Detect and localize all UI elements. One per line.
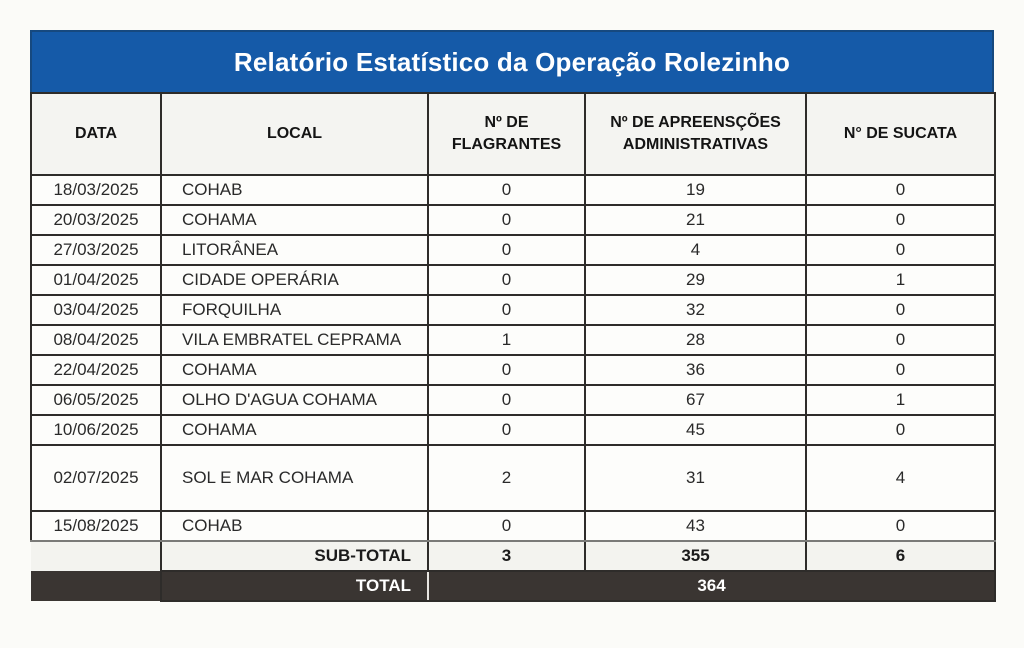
cell-flagrantes: 0 bbox=[428, 205, 585, 235]
cell-local: COHAMA bbox=[161, 415, 428, 445]
cell-sucata: 1 bbox=[806, 265, 995, 295]
cell-flagrantes: 0 bbox=[428, 175, 585, 205]
total-value: 364 bbox=[428, 571, 995, 601]
cell-local: VILA EMBRATEL CEPRAMA bbox=[161, 325, 428, 355]
cell-local: COHAB bbox=[161, 175, 428, 205]
cell-local: COHAMA bbox=[161, 205, 428, 235]
cell-date: 27/03/2025 bbox=[31, 235, 161, 265]
cell-apreensoes: 32 bbox=[585, 295, 806, 325]
cell-apreensoes: 45 bbox=[585, 415, 806, 445]
column-header-local: LOCAL bbox=[161, 93, 428, 175]
cell-flagrantes: 1 bbox=[428, 325, 585, 355]
cell-apreensoes: 28 bbox=[585, 325, 806, 355]
total-spacer bbox=[31, 571, 161, 601]
header-row bbox=[31, 93, 995, 175]
cell-sucata: 0 bbox=[806, 205, 995, 235]
cell-date: 22/04/2025 bbox=[31, 355, 161, 385]
cell-date: 08/04/2025 bbox=[31, 325, 161, 355]
subtotal-apreensoes: 355 bbox=[585, 541, 806, 571]
cell-sucata: 0 bbox=[806, 325, 995, 355]
table-row bbox=[31, 415, 995, 445]
cell-local: LITORÂNEA bbox=[161, 235, 428, 265]
subtotal-spacer bbox=[31, 541, 161, 571]
cell-flagrantes: 0 bbox=[428, 385, 585, 415]
subtotal-flagrantes: 3 bbox=[428, 541, 585, 571]
cell-sucata: 4 bbox=[806, 445, 995, 511]
cell-local: SOL E MAR COHAMA bbox=[161, 445, 428, 511]
cell-sucata: 1 bbox=[806, 385, 995, 415]
cell-sucata: 0 bbox=[806, 175, 995, 205]
cell-date: 02/07/2025 bbox=[31, 445, 161, 511]
report-container bbox=[30, 30, 994, 602]
cell-flagrantes: 0 bbox=[428, 235, 585, 265]
report-title-bar bbox=[30, 30, 994, 92]
table-row bbox=[31, 511, 995, 541]
column-header-data: DATA bbox=[31, 93, 161, 175]
statistics-table bbox=[30, 92, 996, 602]
cell-local: COHAB bbox=[161, 511, 428, 541]
cell-date: 03/04/2025 bbox=[31, 295, 161, 325]
cell-apreensoes: 21 bbox=[585, 205, 806, 235]
cell-date: 15/08/2025 bbox=[31, 511, 161, 541]
cell-apreensoes: 36 bbox=[585, 355, 806, 385]
cell-flagrantes: 0 bbox=[428, 415, 585, 445]
table-row bbox=[31, 355, 995, 385]
cell-local: OLHO D'AGUA COHAMA bbox=[161, 385, 428, 415]
cell-apreensoes: 31 bbox=[585, 445, 806, 511]
cell-flagrantes: 0 bbox=[428, 295, 585, 325]
cell-sucata: 0 bbox=[806, 235, 995, 265]
table-row bbox=[31, 445, 995, 511]
cell-date: 20/03/2025 bbox=[31, 205, 161, 235]
column-header-sucata: N° DE SUCATA bbox=[806, 93, 995, 175]
cell-flagrantes: 0 bbox=[428, 265, 585, 295]
cell-flagrantes: 0 bbox=[428, 355, 585, 385]
cell-apreensoes: 4 bbox=[585, 235, 806, 265]
cell-apreensoes: 43 bbox=[585, 511, 806, 541]
column-header-flagrantes: Nº DE FLAGRANTES bbox=[428, 93, 585, 175]
cell-date: 06/05/2025 bbox=[31, 385, 161, 415]
cell-sucata: 0 bbox=[806, 511, 995, 541]
table-row bbox=[31, 385, 995, 415]
cell-sucata: 0 bbox=[806, 355, 995, 385]
total-row bbox=[31, 571, 995, 601]
column-header-apreensoes: Nº DE APREENSÇÕES ADMINISTRATIVAS bbox=[585, 93, 806, 175]
cell-flagrantes: 0 bbox=[428, 511, 585, 541]
cell-apreensoes: 67 bbox=[585, 385, 806, 415]
table-row bbox=[31, 295, 995, 325]
cell-flagrantes: 2 bbox=[428, 445, 585, 511]
cell-apreensoes: 19 bbox=[585, 175, 806, 205]
cell-date: 01/04/2025 bbox=[31, 265, 161, 295]
table-row bbox=[31, 235, 995, 265]
table-row bbox=[31, 175, 995, 205]
cell-sucata: 0 bbox=[806, 295, 995, 325]
cell-local: COHAMA bbox=[161, 355, 428, 385]
report-title: Relatório Estatístico da Operação Rolezinho bbox=[233, 46, 791, 77]
total-label: TOTAL bbox=[161, 571, 428, 601]
subtotal-row bbox=[31, 541, 995, 571]
subtotal-sucata: 6 bbox=[806, 541, 995, 571]
cell-sucata: 0 bbox=[806, 415, 995, 445]
cell-local: FORQUILHA bbox=[161, 295, 428, 325]
subtotal-label: SUB-TOTAL bbox=[161, 541, 428, 571]
table-row bbox=[31, 265, 995, 295]
table-row bbox=[31, 325, 995, 355]
cell-apreensoes: 29 bbox=[585, 265, 806, 295]
cell-date: 10/06/2025 bbox=[31, 415, 161, 445]
table-row bbox=[31, 205, 995, 235]
cell-local: CIDADE OPERÁRIA bbox=[161, 265, 428, 295]
cell-date: 18/03/2025 bbox=[31, 175, 161, 205]
